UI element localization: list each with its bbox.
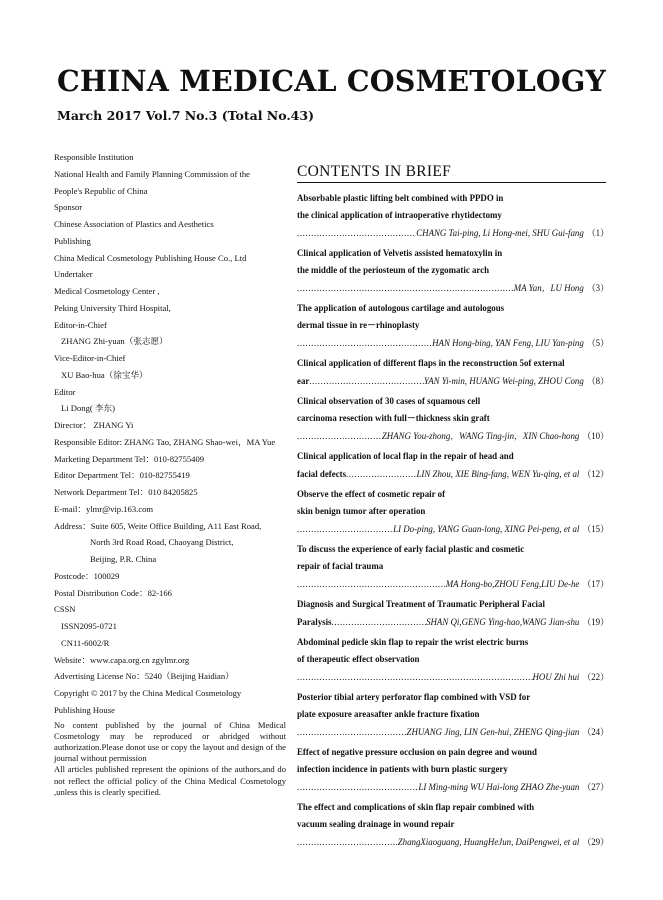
masthead-line: Marketing Department Tel：010-82755409 (54, 453, 205, 464)
article-authors: HAN Hong-bing, YAN Feng, LIU Yan-ping (432, 338, 584, 348)
article-page-number: （15） (582, 524, 609, 534)
contents-entry[interactable] (297, 634, 609, 686)
contents-entry[interactable] (297, 190, 609, 242)
dot-leader (309, 372, 424, 390)
article-authors: CHANG Tai-ping, Li Hong-mei, SHU Gui-fang (416, 228, 584, 238)
article-authors: SHAN Qi,GENG Ying-hao,WANG Jian-shu (426, 617, 580, 627)
copyright-notice: No content published by the journal of China Medical Cosmetology may be reproduced or abridged without authorization.Please donot use or copy the layout and design of the journal without permission (54, 719, 286, 764)
dot-leader (297, 778, 418, 796)
article-page-number: （8） (586, 376, 609, 386)
article-title-line: Effect of negative pressure occlusion on pain degree and wound (297, 747, 537, 757)
article-authors: ZHANG You-zhong，WANG Ting-jin，XIN Chao-hong (381, 431, 580, 441)
article-author-row (297, 723, 609, 741)
article-author-row (297, 465, 609, 483)
article-author-row (297, 575, 609, 593)
article-page-number: （1） (586, 228, 609, 238)
contents-entry[interactable] (297, 300, 609, 352)
article-title-line: Posterior tibial artery perforator flap combined with VSD for (297, 692, 531, 702)
masthead-line: Network Department Tel：010 84205825 (54, 487, 198, 497)
masthead-line: ISSN2095-0721 (61, 621, 117, 631)
masthead-line: Beijing, P.R. China (90, 554, 157, 564)
masthead-line: Editor Department Tel：010-82755419 (54, 470, 190, 481)
contents-entry[interactable] (297, 355, 609, 390)
article-title-line: Clinical application of Velvetis assisted hematoxylin in (297, 248, 503, 258)
masthead-line: Undertaker (54, 269, 93, 280)
contents-entry[interactable] (297, 689, 609, 741)
article-page-number: （17） (582, 579, 609, 589)
masthead-line: ZHANG Zhi-yuan（张志愿） (61, 336, 168, 347)
article-title-line: carcinoma resection with full－thickness skin graft (297, 413, 490, 423)
masthead-line: Li Dong( 李东) (61, 403, 115, 414)
article-author-row (297, 427, 609, 445)
dot-leader (297, 334, 432, 352)
article-author-row (297, 833, 609, 851)
dot-leader (297, 723, 407, 741)
masthead-line: CSSN (54, 604, 76, 615)
masthead-line: CN11-6002/R (61, 637, 110, 648)
masthead-line: Advertising License No：5240（Beijing Haidian） (54, 671, 234, 682)
article-title-tail: facial defects (297, 469, 347, 479)
masthead-line: Vice-Editor-in-Chief (54, 353, 126, 363)
article-authors: LIN Zhou, XIE Bing-fang, WEN Yu-qing, et al (416, 469, 580, 479)
article-author-row (297, 372, 609, 390)
article-author-row (297, 613, 609, 631)
contents-entry[interactable] (297, 393, 609, 445)
masthead-line: Copyright © 2017 by the China Medical Cosmetology (54, 688, 242, 698)
masthead-line: Publishing (54, 235, 91, 246)
article-title-line: The application of autologous cartilage and autologous (297, 303, 505, 313)
masthead-line: North 3rd Road Road, Chaoyang District, (90, 537, 234, 548)
article-authors: MA Yan，LU Hong (513, 283, 584, 293)
article-author-row (297, 224, 609, 242)
contents-entry[interactable] (297, 596, 609, 631)
article-authors: ZhangXiaoguang, HuangHeJun, DaiPengwei, et al (397, 837, 580, 847)
article-page-number: （12） (582, 469, 609, 479)
contents-entry[interactable] (297, 799, 609, 851)
article-author-row (297, 279, 609, 297)
article-authors: ZHUANG Jing, LIN Gen-hui, ZHENG Qing-jian (406, 727, 580, 737)
article-page-number: （24） (582, 727, 609, 737)
article-title-tail: ear (297, 376, 310, 386)
masthead-line: China Medical Cosmetology Publishing House Co., Ltd (54, 252, 247, 263)
masthead-line: People's Republic of China (54, 185, 148, 196)
masthead-line: Postcode：100029 (54, 570, 120, 581)
dot-leader (346, 465, 416, 483)
article-title-line: Observe the effect of cosmetic repair of (297, 489, 446, 499)
contents-heading-rule (297, 182, 606, 183)
contents-entry[interactable] (297, 245, 609, 297)
masthead-line: Postal Distribution Code：82-166 (54, 587, 172, 598)
masthead-line: Website：www.capa.org.cn zgylmr.org (54, 654, 190, 665)
masthead-line: Responsible Institution (54, 152, 134, 162)
article-page-number: （10） (582, 431, 609, 441)
contents-list (297, 190, 609, 854)
masthead (54, 149, 286, 798)
contents-entry[interactable] (297, 744, 609, 796)
article-title-line: of therapeutic effect observation (297, 654, 420, 664)
article-author-row (297, 334, 609, 352)
journal-title: CHINA MEDICAL COSMETOLOGY (57, 64, 607, 98)
masthead-line: Sponsor (54, 202, 83, 213)
article-title-line: vacuum sealing drainage in wound repair (297, 819, 455, 829)
article-title-line: Absorbable plastic lifting belt combined with PPDO in (297, 193, 504, 203)
article-title-line: To discuss the experience of early facial plastic and cosmetic (297, 544, 525, 554)
masthead-line: Peking University Third Hospital, (54, 302, 171, 313)
article-title-line: Clinical observation of 30 cases of squamous cell (297, 396, 481, 406)
masthead-line: Editor (54, 386, 76, 397)
dot-leader (297, 833, 398, 851)
article-authors: LI Do-ping, YANG Guan-long, XING Pei-peng, et al (393, 524, 580, 534)
article-title-line: repair of facial trauma (297, 561, 384, 571)
article-authors: LI Ming-ming WU Hai-long ZHAO Zhe-yuan (418, 782, 580, 792)
contents-heading: CONTENTS IN BRIEF (297, 163, 452, 180)
article-page-number: （19） (582, 617, 609, 627)
dot-leader (297, 427, 382, 445)
article-title-line: Diagnosis and Surgical Treatment of Traumatic Peripheral Facial (297, 599, 545, 609)
article-title-line: infection incidence in patients with burn plastic surgery (297, 764, 508, 774)
article-title-line: The effect and complications of skin flap repair combined with (297, 802, 535, 812)
article-page-number: （29） (582, 837, 609, 847)
article-authors: MA Hong-bo,ZHOU Feng,LIU De-he (445, 579, 580, 589)
dot-leader (297, 520, 393, 538)
article-authors: HOU Zhi hui (532, 672, 580, 682)
copyright-notice: All articles published represent the opinions of the authors,and do not reflect the official policy of the China Medical Cosmetology ,unless this is clearly specified. (54, 764, 286, 797)
article-author-row (297, 668, 609, 686)
dot-leader (297, 224, 416, 242)
article-authors: YAN Yi-min, HUANG Wei-ping, ZHOU Cong (423, 376, 584, 386)
contents-entry[interactable] (297, 541, 609, 593)
masthead-line: National Health and Family Planning Commission of the (54, 168, 250, 179)
article-title-line: Clinical application of local flap in the repair of head and (297, 451, 514, 461)
article-page-number: （27） (582, 782, 609, 792)
article-author-row (297, 520, 609, 538)
article-page-number: （3） (586, 283, 609, 293)
masthead-line: Medical Cosmetology Center , (54, 286, 160, 296)
article-title-line: the clinical application of intraoperative rhytidectomy (297, 210, 502, 220)
masthead-line: Address：Suite 605, Weite Office Building, A11 East Road, (54, 520, 262, 531)
article-title-line: plate exposure areasafter ankle fracture fixation (297, 709, 480, 719)
masthead-line: Responsible Editor: ZHANG Tao, ZHANG Shao-wei，MA Yue (54, 436, 276, 447)
article-page-number: （22） (582, 672, 609, 682)
article-page-number: （5） (586, 338, 609, 348)
masthead-line: Chinese Association of Plastics and Aesthetics (54, 219, 214, 229)
masthead-line: XU Bao-hua（徐宝华） (61, 369, 148, 380)
masthead-line: E-mail：ylmr@vip.163.com (54, 503, 154, 514)
article-title-tail: Paralysis (297, 617, 332, 627)
article-title-line: the middle of the periosteum of the zygomatic arch (297, 265, 490, 275)
masthead-line: Publishing House (54, 704, 115, 715)
dot-leader (297, 668, 533, 686)
contents-entry[interactable] (297, 448, 609, 483)
article-title-line: Clinical application of different flaps in the reconstruction 5of external (297, 358, 565, 368)
masthead-line: Editor-in-Chief (54, 319, 107, 330)
issue-line: March 2017 Vol.7 No.3 (Total No.43) (57, 108, 314, 123)
masthead-line: Director： ZHANG Yi (54, 420, 134, 430)
dot-leader (297, 575, 446, 593)
dot-leader (297, 279, 514, 297)
article-author-row (297, 778, 609, 796)
article-title-line: skin benign tumor after operation (297, 506, 426, 516)
article-title-line: Abdominal pedicle skin flap to repair the wrist electric burns (297, 637, 529, 647)
article-title-line: dermal tissue in re－rhinoplasty (297, 320, 420, 330)
contents-entry[interactable] (297, 486, 609, 538)
dot-leader (332, 613, 427, 631)
